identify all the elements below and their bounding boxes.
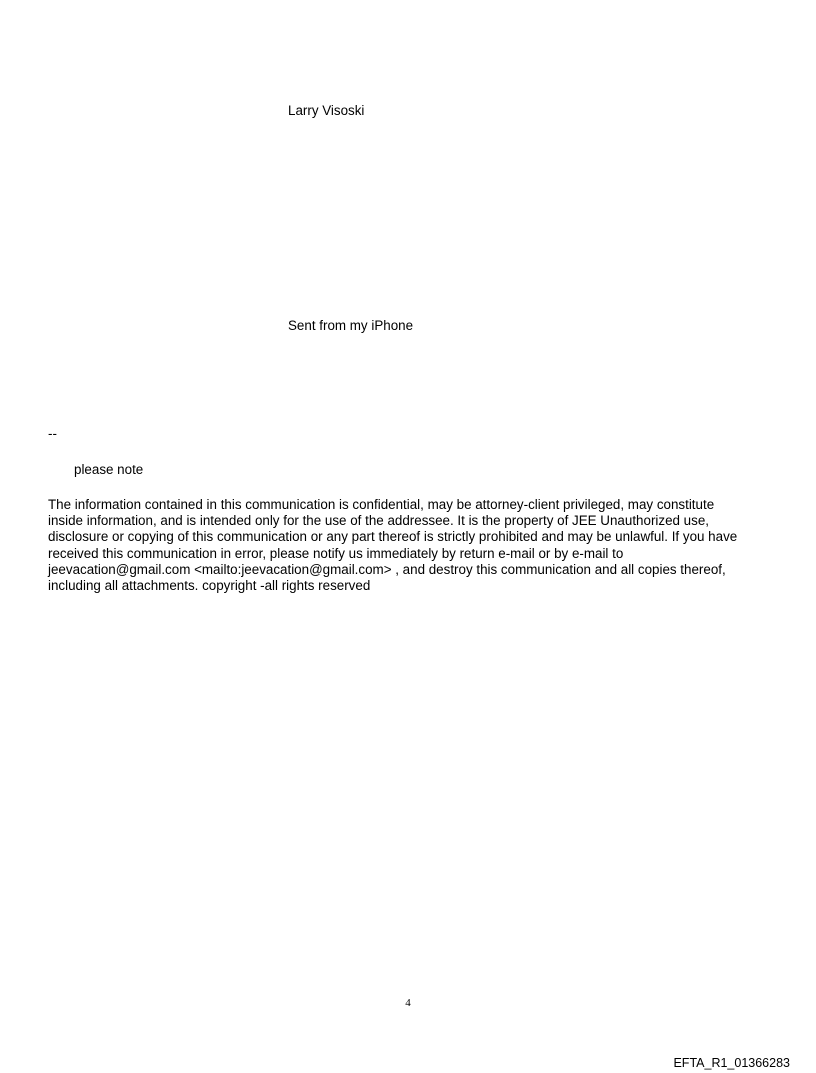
signature-separator: -- — [48, 426, 57, 441]
disclaimer-line: disclosure or copying of this communication or any part thereof is strictly prohibited and may be unlawful. If you have — [48, 529, 738, 545]
confidentiality-disclaimer — [48, 497, 768, 594]
disclaimer-heading: please note — [74, 462, 144, 477]
sender-name: Larry Visoski — [288, 103, 365, 118]
disclaimer-line: The information contained in this communication is confidential, may be attorney-client privileged, may constitute — [48, 497, 715, 512]
disclaimer-line: received this communication in error, please notify us immediately by return e-mail or by e-mail to — [48, 545, 624, 561]
page-number: 4 — [405, 997, 411, 1009]
disclaimer-line: including all attachments. copyright -all rights reserved — [48, 578, 371, 594]
disclaimer-line: inside information, and is intended only for the use of the addressee. It is the property of JEE Unauthorized use, — [48, 513, 709, 529]
bates-id: EFTA_R1_01366283 — [673, 1056, 790, 1070]
disclaimer-line: jeevacation@gmail.com <mailto:jeevacation@gmail.com> , and destroy this communication and all copies thereof, — [48, 561, 726, 577]
sent-from-signature: Sent from my iPhone — [288, 318, 414, 333]
